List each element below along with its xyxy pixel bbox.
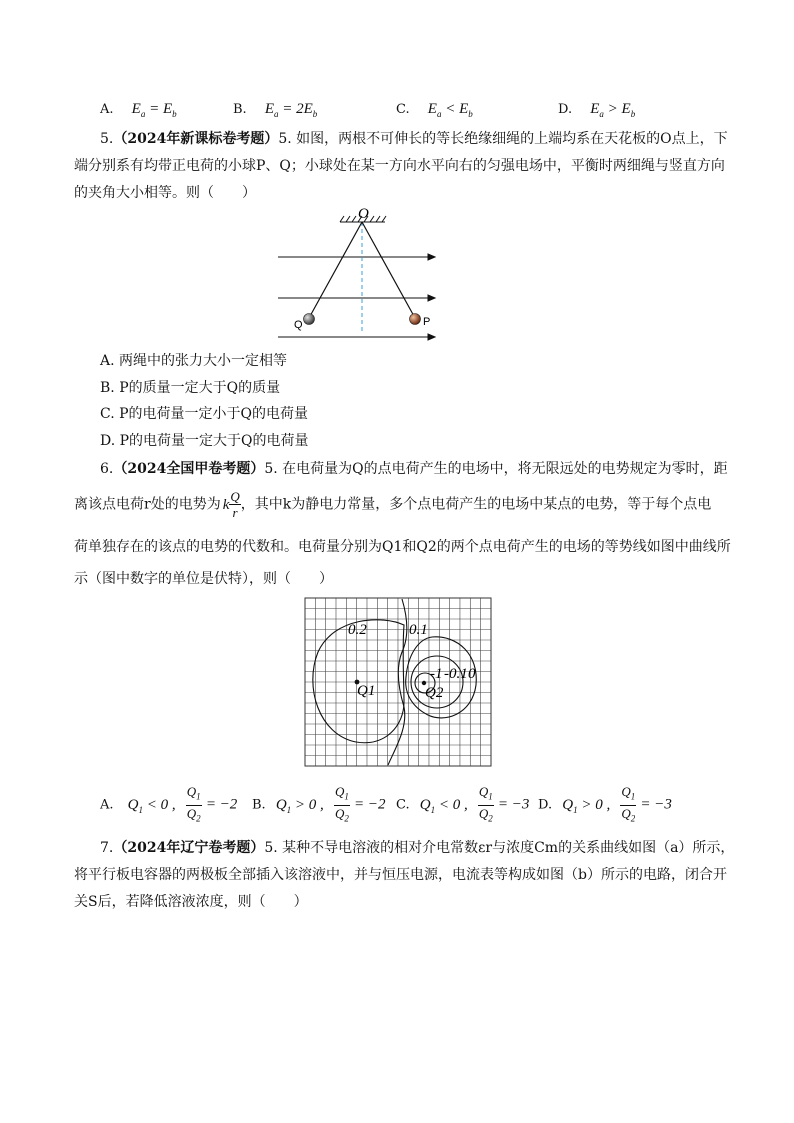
q6-stem-line-2: 离该点电荷r处的电势为 k $\frac{Q}{r}$ ，其中k为静电力常量，多个点电荷产生的电场中某点的电势，等于每个点电: [74, 489, 712, 520]
q5-option-c[interactable]: C. P的电荷量一定小于Q的电荷量: [100, 406, 309, 422]
q5-stem-line-2: 端分别系有均带正电荷的小球P、Q；小球处在某一方向水平向右的匀强电场中，平衡时两细绳与竖直方向: [74, 158, 725, 174]
q6-option-c[interactable]: C. $Q_1 < 0$ , $\frac{Q_1}{Q_2}$ = −3: [396, 784, 530, 824]
q6-option-b[interactable]: B. $Q_1 > 0$ , $\frac{Q_1}{Q_2}$ = −2: [252, 784, 386, 824]
label-q: Q: [294, 319, 303, 331]
q4-option-b[interactable]: B. $E_a = 2E_b$: [233, 101, 318, 119]
q5-option-d[interactable]: D. P的电荷量一定大于Q的电荷量: [100, 433, 309, 449]
q6-fraction: $\frac{Q}{r}$: [230, 489, 240, 520]
q7-stem-line-1: 7.（2024年辽宁卷考题）5. 某种不导电溶液的相对介电常数εr与浓度Cm的关系曲线如图（a）所示，: [100, 840, 735, 856]
q4-option-c[interactable]: C. $E_a < E_b$: [396, 101, 473, 119]
label-o: O: [358, 206, 369, 222]
label-p: P: [423, 316, 431, 328]
string-q: [309, 222, 362, 318]
q4-option-a[interactable]: A. $E_a = E_b$: [100, 101, 177, 119]
q4-option-d[interactable]: D. $E_a > E_b$: [558, 101, 636, 119]
q7-source: （2024年辽宁卷考题）: [113, 840, 265, 856]
q5-stem-line-1: 5.（2024年新课标卷考题）5. 如图，两根不可伸长的等长绝缘细绳的上端均系在天花板的O点上，下: [100, 131, 728, 147]
ball-p: [410, 314, 421, 325]
q6-stem-line-4: 示（图中数字的单位是伏特），则（ ）: [74, 571, 333, 587]
q6-figure: [304, 597, 494, 769]
q5-option-a[interactable]: A. 两绳中的张力大小一定相等: [100, 353, 288, 369]
label-q1: Q1: [357, 683, 376, 699]
label-0.1: 0.1: [409, 622, 428, 638]
q5-figure: [270, 205, 445, 345]
label-0: 0: [468, 666, 476, 682]
q6-source: （2024全国甲卷考题）: [113, 461, 265, 477]
label-minus-0.1: -0.1: [444, 666, 468, 682]
ball-q: [304, 314, 315, 325]
q5-source: （2024年新课标卷考题）: [113, 131, 279, 147]
label-q2: Q2: [425, 685, 444, 701]
q6-stem-line-3: 荷单独存在的该点的电势的代数和。电荷量分别为Q1和Q2的两个点电荷产生的电场的等势线如图中曲线所: [74, 539, 731, 555]
label-0.2: 0.2: [348, 622, 367, 638]
q7-stem-line-3: 关S后，若降低溶液浓度，则（ ）: [74, 894, 308, 910]
q5-stem-line-3: 的夹角大小相等。则（ ）: [74, 185, 256, 201]
q6-stem-line-1: 6.（2024全国甲卷考题）5. 在电荷量为Q的点电荷产生的电场中，将无限远处的电势规定为零时，距: [100, 461, 728, 477]
q6-option-d[interactable]: D. $Q_1 > 0$ , $\frac{Q_1}{Q_2}$ = −3: [538, 784, 672, 824]
label-minus-1: -1: [430, 666, 443, 682]
string-p: [362, 222, 415, 318]
q6-option-a[interactable]: A. $Q_1 < 0$ , $\frac{Q_1}{Q_2}$ = −2: [100, 784, 238, 824]
q5-option-b[interactable]: B. P的质量一定大于Q的质量: [100, 380, 281, 396]
q7-stem-line-2: 将平行板电容器的两极板全部插入该溶液中，并与恒压电源，电流表等构成如图（b）所示的电路，闭合开: [74, 867, 727, 883]
